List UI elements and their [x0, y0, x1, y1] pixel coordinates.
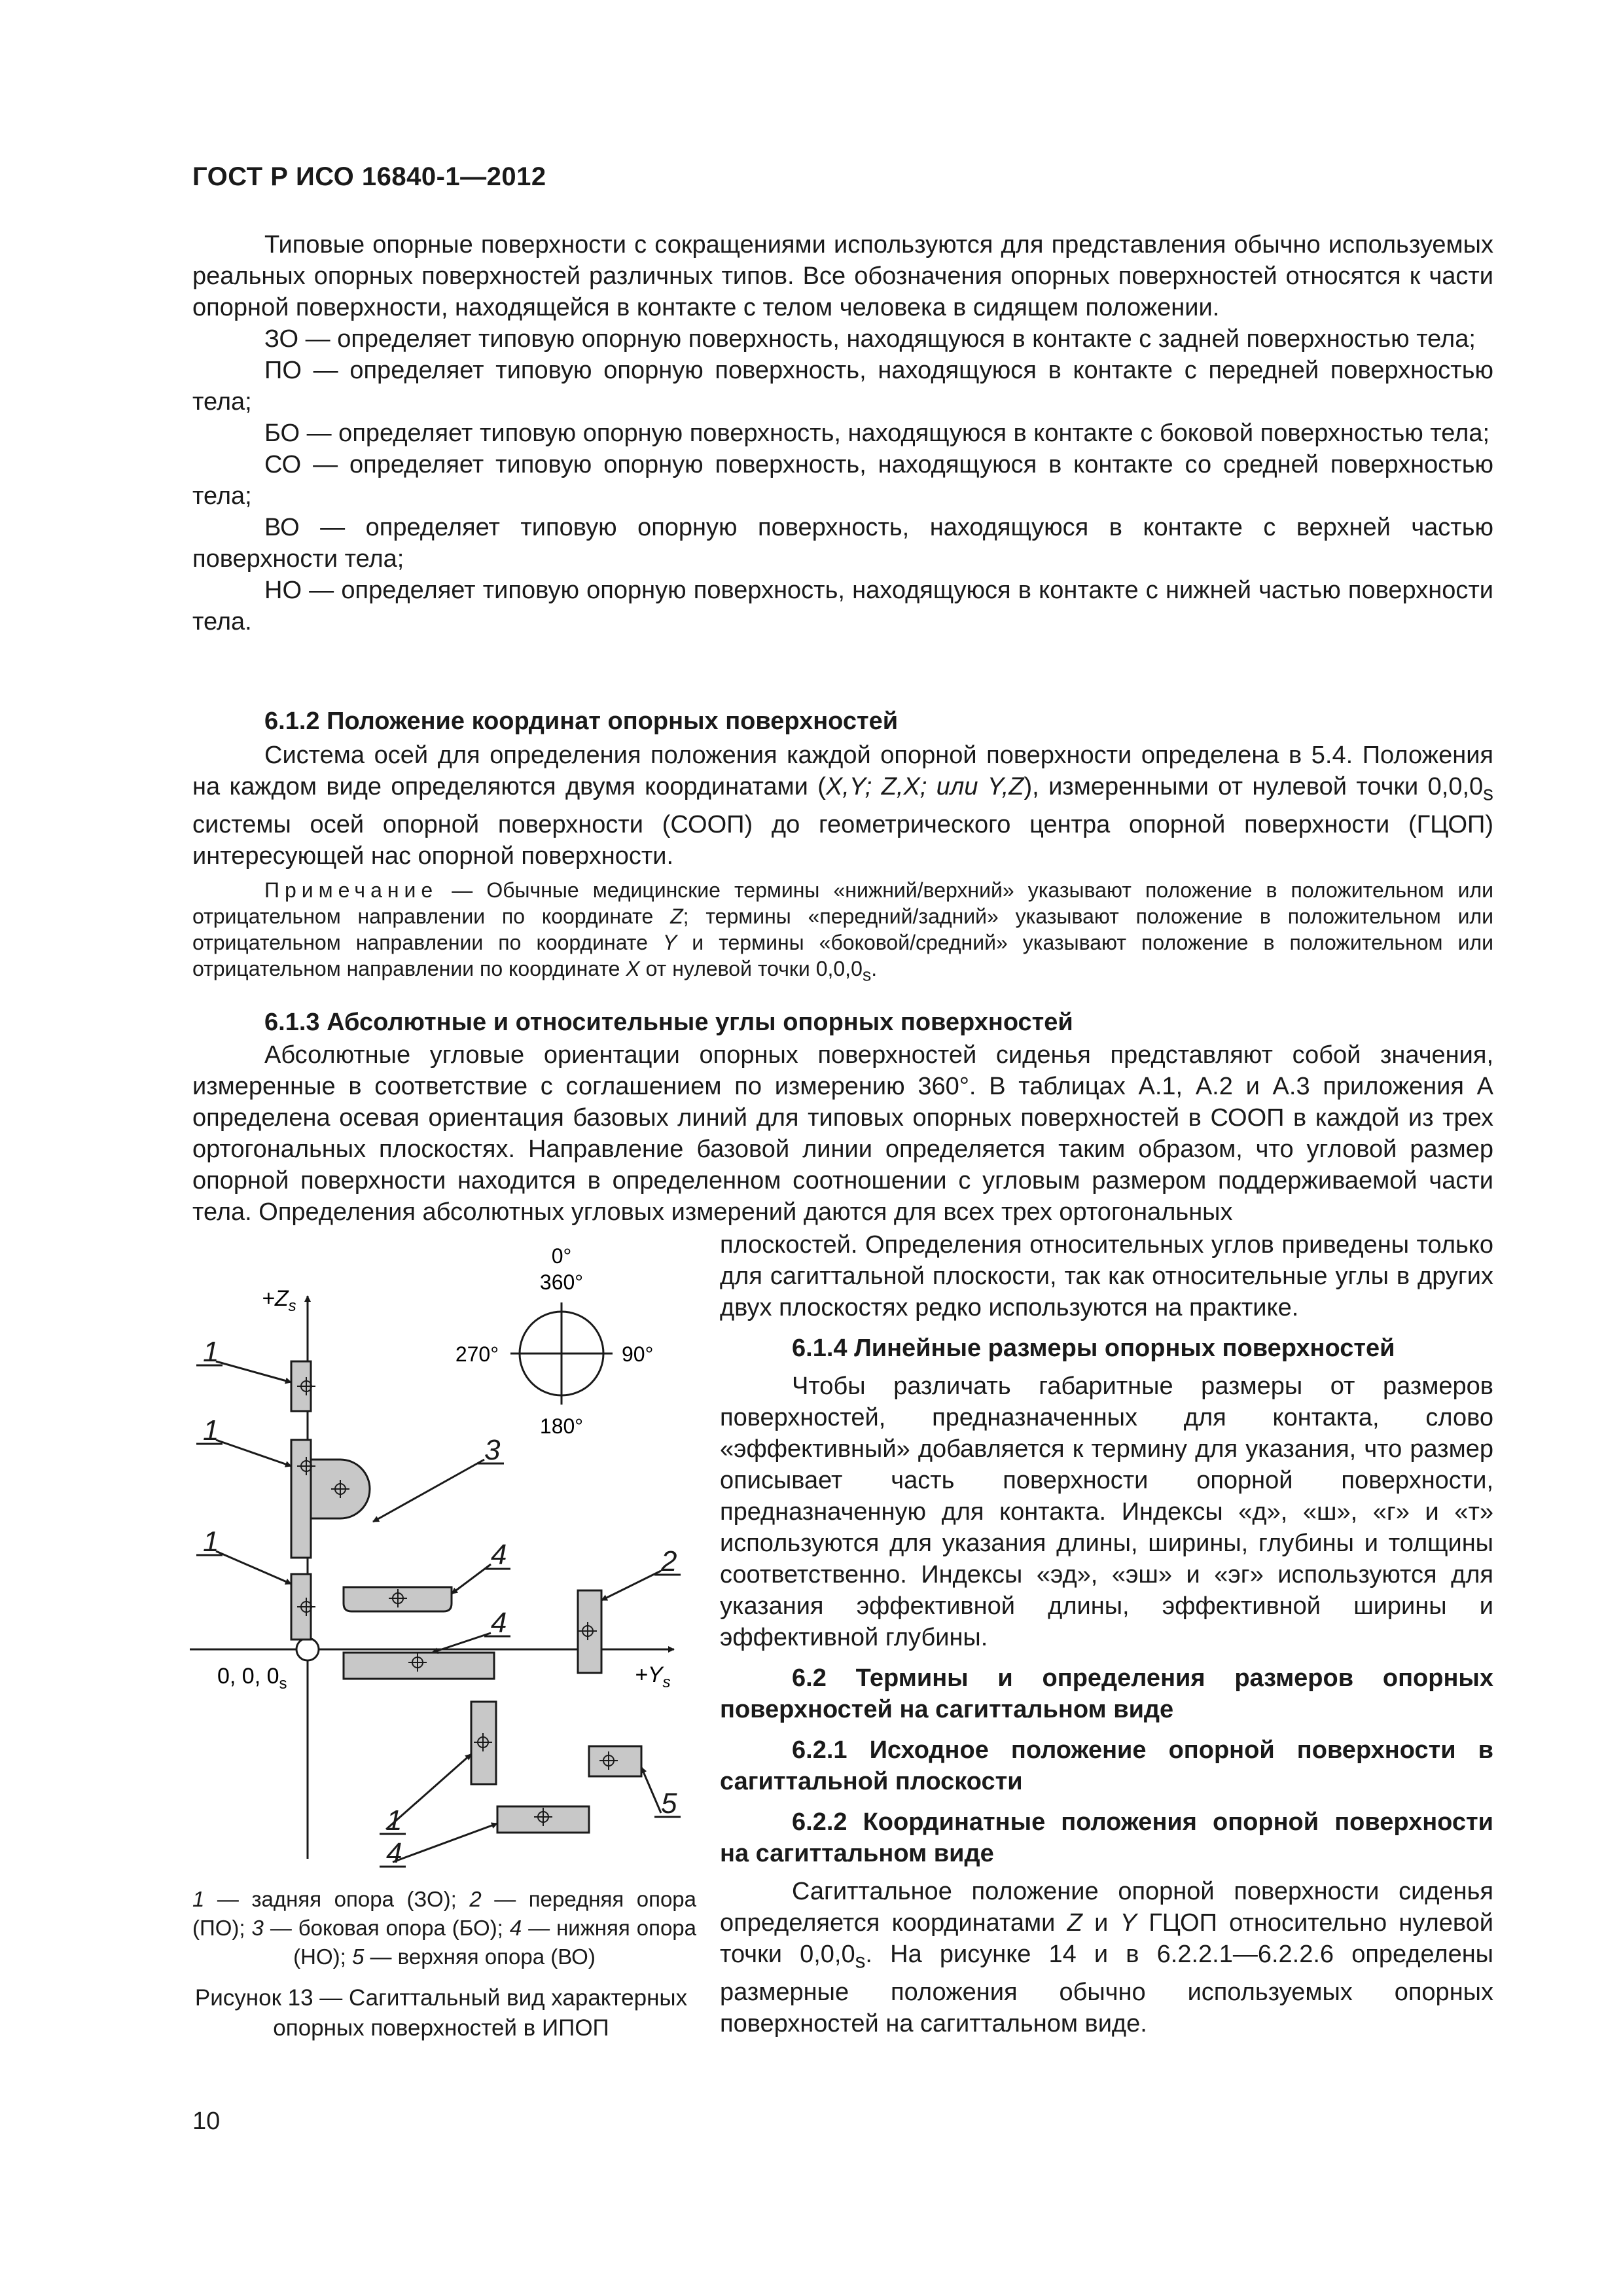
callout-1: 1: [203, 1336, 219, 1368]
section-6-1-2-text: Система осей для определения положения каждой опорной поверхности определена в 5.4. Положения на каждом виде определяются двумя координатами (X,Y; Z,X; или Y,Z), измеренными от нулевой точки $0,0,0_s$ системы осей опорной поверхности (СООП) до геометрического центра опорной поверхности (ГЦОП) интересующей нас опорной поверхности.: [192, 742, 1493, 870]
callout-4: 4: [491, 1539, 507, 1571]
support-shapes: [291, 1361, 641, 1833]
definition-item: ПО — определяет типовую опорную поверхность, находящуюся в контакте с передней поверхностью тела;: [192, 357, 1493, 416]
axis-y-label: $+Y_s$: [635, 1662, 671, 1691]
definition-item: БО — определяет типовую опорную поверхность, находящуюся в контакте с боковой поверхностью тела;: [264, 420, 1490, 447]
right-column: [720, 1229, 1493, 2039]
angle-0-label: 0°: [551, 1244, 572, 1268]
section-6-2-1-heading: 6.2.1 Исходное положение опорной поверхности в сагиттальной плоскости: [720, 1736, 1493, 1795]
section-6-2-2-text: Сагиттальное положение опорной поверхности сиденья определяется координатами Z и Y ГЦОП относительно нулевой точки $0,0,0_s$. На рисунке 14 и в 6.2.2.1—6.2.2.6 определены размерные положения обычно используемых опорных поверхностей на сагиттальном виде.: [720, 1878, 1493, 2037]
definitions-list: [192, 323, 1493, 637]
note-paragraph: Примечание — Обычные медицинские термины «нижний/верхний» указывают положение в положительном или отрицательном направлении по координате Z; термины «передний/задний» указывают положение в положительном или отрицательном направлении по координате Y и термины «боковой/средний» указывают положение в положительном или отрицательном направлении по координате X от нулевой точки $0,0,0_s$.: [192, 878, 1493, 985]
origin-marker: [296, 1638, 319, 1660]
section-6-1-3-continuation: плоскостей. Определения относительных углов приведены только для сагиттальной плоскости, так как относительные углы в других двух плоскостях редко используются на практике.: [720, 1231, 1493, 1321]
callout-4: 4: [491, 1607, 507, 1639]
callout-1: 1: [386, 1804, 402, 1837]
back-support-2: [291, 1440, 311, 1558]
callout-4: 4: [386, 1837, 402, 1869]
origin-label: 0, 0, $0_s$: [217, 1664, 287, 1693]
lower-support-2: [344, 1653, 494, 1679]
coordinate-pairs: X,Y; Z,X; или Y,Z: [825, 773, 1024, 800]
callout-5: 5: [661, 1787, 677, 1820]
figure-legend: 1 — задняя опора (ЗО); 2 — передняя опора (ПО); 3 — боковая опора (БО); 4 — нижняя опора (НО); 5 — верхняя опора (ВО): [192, 1887, 697, 1969]
angle-180-label: 180°: [539, 1414, 584, 1438]
section-6-1-4-heading: 6.1.4 Линейные размеры опорных поверхностей: [792, 1335, 1395, 1362]
callout-2: 2: [661, 1545, 677, 1577]
section-6-1-3-heading: 6.1.3 Абсолютные и относительные углы опорных поверхностей: [264, 1009, 1073, 1036]
section-6-2-heading: 6.2 Термины и определения размеров опорных поверхностей на сагиттальном виде: [720, 1664, 1493, 1723]
axis-z-label: $+Z_s$: [262, 1286, 296, 1315]
definition-item: ЗО — определяет типовую опорную поверхность, находящуюся в контакте с задней поверхностью тела;: [264, 325, 1476, 353]
leader-lines: [196, 1361, 681, 1867]
section-6-1-2-heading: 6.1.2 Положение координат опорных поверхностей: [264, 708, 899, 735]
angle-90-label: 90°: [622, 1342, 654, 1366]
note-label: Примечание: [264, 878, 438, 902]
callout-1: 1: [203, 1526, 219, 1558]
definition-item: ВО — определяет типовую опорную поверхность, находящуюся в контакте с верхней частью поверхности тела;: [192, 514, 1493, 573]
section-6-1-4-text: Чтобы различать габаритные размеры от размеров поверхностей, предназначенных для контакта, слово «эффективный» добавляется к термину для указания, что размер описывает часть поверхности опорной поверхности, предназначенную для контакта. Индексы «д», «ш», «г» и «т» используются для указания длины, ширины, глубины и толщины соответственно. Индексы «эд», «эш» и «эг» используются для указания эффективной длины, эффективной ширины и эффективной глубины.: [720, 1372, 1493, 1651]
section-6-2-2-heading: 6.2.2 Координатные положения опорной поверхности на сагиттальном виде: [720, 1808, 1493, 1867]
sagittal-view-figure: [177, 1244, 713, 1872]
section-6-1-3-text: Абсолютные угловые ориентации опорных поверхностей сиденья представляют собой значения, измеренные в соответствие с соглашением по измерению 360°. В таблицах А.1, А.2 и А.3 приложения А определена осевая ориентация базовых линий для типовых опорных поверхностей в СООП в каждой из трех ортогональных плоскостях. Направление базовой линии определяется таким образом, что угловой размер опорной поверхности находится в определенном соотношении с угловым размером поддерживаемой части тела. Определения абсолютных угловых измерений даются для всех трех ортогональных: [192, 1041, 1493, 1226]
intro-paragraph: Типовые опорные поверхности с сокращениями используются для представления обычно используемых реальных опорных поверхностей различных типов. Все обозначения опорных поверхностей относятся к части опорной поверхности, находящейся в контакте с телом человека в сидящем положении.: [192, 231, 1493, 321]
angle-dial: [455, 1244, 654, 1438]
angle-360-label: 360°: [539, 1270, 584, 1294]
callout-3: 3: [484, 1434, 501, 1466]
callout-1: 1: [203, 1414, 219, 1446]
page-number: 10: [192, 2108, 221, 2135]
definition-item: НО — определяет типовую опорную поверхность, находящуюся в контакте с нижней частью поверхности тела.: [192, 577, 1493, 636]
angle-270-label: 270°: [455, 1342, 499, 1366]
document-header: ГОСТ Р ИСО 16840-1—2012: [192, 162, 546, 191]
figure-title: Рисунок 13 — Сагиттальный вид характерных опорных поверхностей в ИПОП: [194, 1985, 688, 2041]
definition-item: СО — определяет типовую опорную поверхность, находящуюся в контакте со средней поверхностью тела;: [192, 451, 1493, 510]
